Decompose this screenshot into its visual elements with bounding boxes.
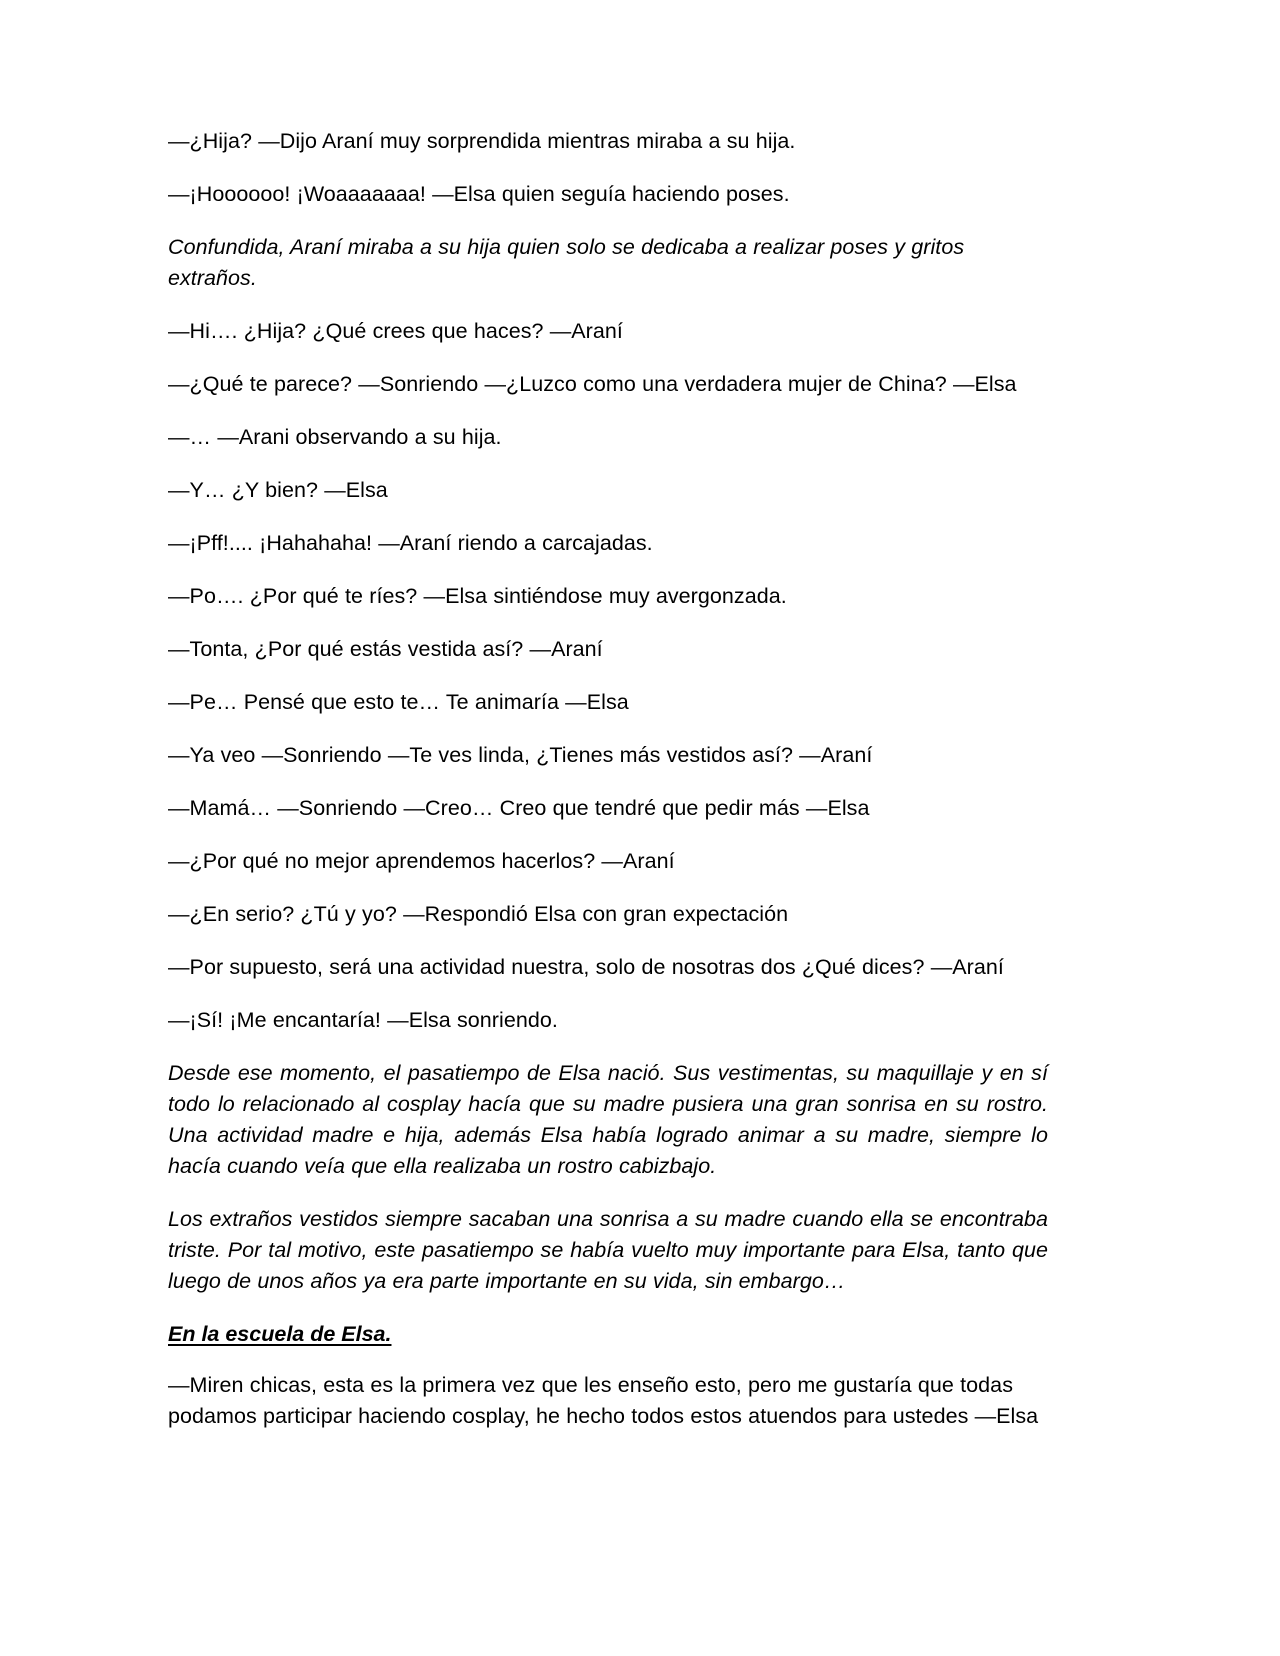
paragraph-narration: Desde ese momento, el pasatiempo de Elsa nació. Sus vestimentas, su maquillaje y en sí todo lo relacionado al cosplay hacía que su madre pusiera una gran sonrisa en su rostro. Una actividad madre e hija, además Elsa había logrado animar a su madre, siempre lo hacía cuando veía que ella realizaba un rostro cabizbajo.: [168, 1061, 1048, 1178]
paragraph-dialogue: —¿Por qué no mejor aprendemos hacerlos? —Araní: [168, 849, 675, 873]
paragraph-dialogue: —Y… ¿Y bien? —Elsa: [168, 478, 388, 502]
section-heading: En la escuela de Elsa.: [168, 1322, 392, 1346]
paragraph-dialogue: —Mamá… —Sonriendo —Creo… Creo que tendré que pedir más —Elsa: [168, 796, 870, 820]
paragraph-dialogue: —¿Hija? —Dijo Araní muy sorprendida mientras miraba a su hija.: [168, 129, 796, 153]
paragraph-dialogue: —Tonta, ¿Por qué estás vestida así? —Araní: [168, 637, 603, 661]
paragraph-dialogue: —… —Arani observando a su hija.: [168, 425, 502, 449]
paragraph-dialogue: —Hi…. ¿Hija? ¿Qué crees que haces? —Araní: [168, 319, 623, 343]
paragraph-dialogue: —Ya veo —Sonriendo —Te ves linda, ¿Tienes más vestidos así? —Araní: [168, 743, 873, 767]
paragraph-dialogue: —¿En serio? ¿Tú y yo? —Respondió Elsa con gran expectación: [168, 902, 789, 926]
paragraph-dialogue: —Miren chicas, esta es la primera vez que les enseño esto, pero me gustaría que todas podamos participar haciendo cosplay, he hecho todos estos atuendos para ustedes —Elsa: [168, 1373, 1039, 1428]
paragraph-dialogue: —¡Pff!.... ¡Hahahaha! —Araní riendo a carcajadas.: [168, 531, 653, 555]
paragraph-dialogue: —¡Hoooooo! ¡Woaaaaaaa! —Elsa quien seguía haciendo poses.: [168, 182, 790, 206]
paragraph-dialogue: —Pe… Pensé que esto te… Te animaría —Elsa: [168, 690, 629, 714]
paragraph-dialogue: —¡Sí! ¡Me encantaría! —Elsa sonriendo.: [168, 1008, 558, 1032]
paragraph-narration: Los extraños vestidos siempre sacaban una sonrisa a su madre cuando ella se encontraba triste. Por tal motivo, este pasatiempo se había vuelto muy importante para Elsa, tanto que luego de unos años ya era parte importante en su vida, sin embargo…: [168, 1207, 1048, 1293]
paragraph-dialogue: —¿Qué te parece? —Sonriendo —¿Luzco como una verdadera mujer de China? —Elsa: [168, 372, 1017, 396]
paragraph-dialogue: —Po…. ¿Por qué te ríes? —Elsa sintiéndose muy avergonzada.: [168, 584, 787, 608]
document-text-column: [168, 126, 1048, 1454]
paragraph-dialogue: —Por supuesto, será una actividad nuestra, solo de nosotras dos ¿Qué dices? —Araní: [168, 955, 1004, 979]
paragraph-narration: Confundida, Araní miraba a su hija quien solo se dedicaba a realizar poses y gritos extraños.: [168, 235, 965, 290]
